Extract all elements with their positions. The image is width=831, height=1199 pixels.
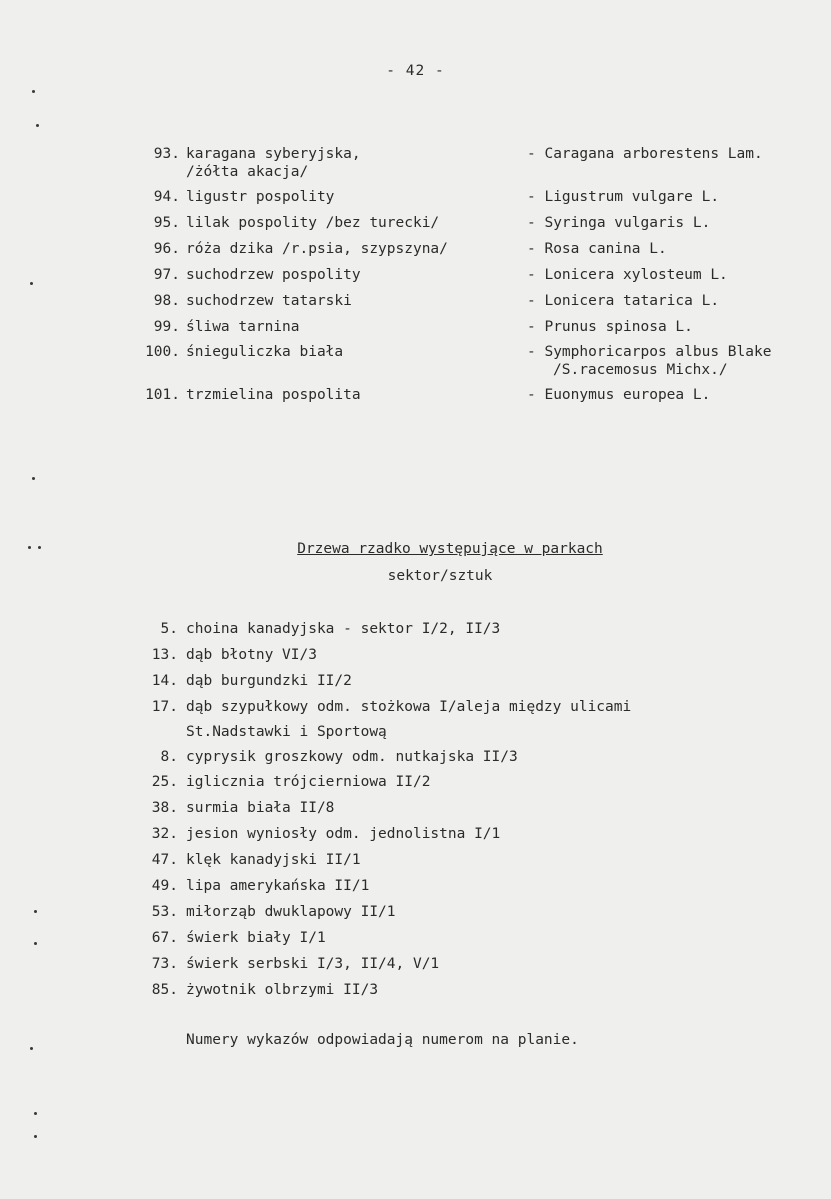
rare-tree-number: 17. <box>151 699 178 715</box>
shrub-number: 94. <box>153 189 180 205</box>
rare-tree-text <box>186 955 439 973</box>
rare-tree-text <box>186 748 518 766</box>
shrub-polish-line: trzmielina pospolita <box>186 387 361 403</box>
rare-tree-line: lipa amerykańska II/1 <box>186 878 370 894</box>
rare-tree-line: świerk serbski I/3, II/4, V/1 <box>186 956 440 972</box>
rare-tree-row <box>0 698 831 740</box>
scan-mark <box>32 90 35 93</box>
scan-mark <box>34 1135 37 1138</box>
rare-tree-number: 5. <box>160 621 178 637</box>
rare-tree-line: żywotnik olbrzymi II/3 <box>186 982 379 998</box>
shrub-polish-line: suchodrzew pospolity <box>186 267 361 283</box>
shrub-polish-line: lilak pospolity /bez turecki/ <box>186 215 440 231</box>
rare-tree-number: 49. <box>151 878 178 894</box>
rare-tree-line: iglicznia trójcierniowa II/2 <box>186 774 431 790</box>
rare-tree-text <box>186 698 631 741</box>
shrub-polish-name <box>186 292 352 310</box>
shrub-latin-line: - Symphoricarpos albus Blake <box>527 344 772 360</box>
shrub-polish-line: ligustr pospolity <box>186 189 335 205</box>
rare-tree-line: miłorząb dwuklapowy II/1 <box>186 904 396 920</box>
shrub-latin-line: - Euonymus europea L. <box>527 387 711 403</box>
rare-tree-row <box>0 903 831 923</box>
rare-tree-number: 47. <box>151 852 178 868</box>
shrub-latin-line: - Lonicera xylosteum L. <box>527 267 728 283</box>
shrub-latin-line: - Rosa canina L. <box>527 241 667 257</box>
shrub-polish-line: /żółta akacja/ <box>186 164 309 180</box>
rare-tree-text <box>186 825 500 843</box>
shrub-latin-line: - Ligustrum vulgare L. <box>527 189 720 205</box>
shrub-number: 95. <box>153 215 180 231</box>
shrub-polish-name <box>186 240 448 258</box>
rare-tree-number: 14. <box>151 673 178 689</box>
scan-mark <box>34 1112 37 1115</box>
shrub-polish-name <box>186 214 439 232</box>
shrub-latin-line: - Caragana arborestens Lam. <box>527 146 763 162</box>
scan-mark <box>30 282 33 285</box>
footnote: Numery wykazów odpowiadają numerom na planie. <box>186 1032 579 1048</box>
rare-tree-line: cyprysik groszkowy odm. nutkajska II/3 <box>186 749 518 765</box>
scan-mark <box>34 942 37 945</box>
rare-tree-line: St.Nadstawki i Sportową <box>186 724 387 740</box>
rare-tree-line: świerk biały I/1 <box>186 930 326 946</box>
rare-tree-text <box>186 773 430 791</box>
shrub-latin-name <box>527 343 771 379</box>
rare-tree-number: 32. <box>151 826 178 842</box>
shrub-latin-name <box>527 240 667 258</box>
scan-mark <box>32 477 35 480</box>
rare-tree-row <box>0 799 831 819</box>
rare-tree-number: 13. <box>151 647 178 663</box>
rare-tree-line: dąb burgundzki II/2 <box>186 673 352 689</box>
rare-tree-line: dąb szypułkowy odm. stożkowa I/aleja między ulicami <box>186 699 632 715</box>
rare-tree-line: choina kanadyjska - sektor I/2, II/3 <box>186 621 501 637</box>
rare-tree-text <box>186 929 326 947</box>
rare-tree-line: dąb błotny VI/3 <box>186 647 317 663</box>
shrub-number: 98. <box>153 293 180 309</box>
shrub-latin-name <box>527 266 728 284</box>
rare-tree-row <box>0 620 831 640</box>
rare-tree-line: surmia biała II/8 <box>186 800 335 816</box>
section-subheading: sektor/sztuk <box>387 568 493 584</box>
rare-tree-number: 25. <box>151 774 178 790</box>
shrub-polish-name <box>186 386 361 404</box>
shrub-number: 93. <box>153 146 180 162</box>
rare-tree-row <box>0 773 831 793</box>
rare-tree-line: jesion wyniosły odm. jednolistna I/1 <box>186 826 501 842</box>
shrub-polish-line: śliwa tarnina <box>186 319 300 335</box>
rare-tree-text <box>186 672 352 690</box>
rare-tree-text <box>186 903 396 921</box>
shrub-latin-name <box>527 292 719 310</box>
shrub-number: 100. <box>145 344 180 360</box>
shrub-latin-name <box>527 318 693 336</box>
scan-mark <box>36 124 39 127</box>
shrub-latin-name <box>527 145 763 163</box>
rare-tree-number: 38. <box>151 800 178 816</box>
shrub-number: 101. <box>145 387 180 403</box>
rare-tree-number: 53. <box>151 904 178 920</box>
shrub-row <box>0 145 831 183</box>
shrub-polish-name <box>186 145 361 181</box>
shrub-polish-line: śnieguliczka biała <box>186 344 344 360</box>
page-number: - 42 - <box>386 63 445 79</box>
section-heading <box>0 540 831 558</box>
rare-tree-row <box>0 646 831 666</box>
shrub-latin-line: - Lonicera tatarica L. <box>527 293 720 309</box>
rare-tree-text <box>186 799 334 817</box>
shrub-latin-line: - Syringa vulgaris L. <box>527 215 711 231</box>
rare-tree-row <box>0 929 831 949</box>
shrub-number: 96. <box>153 241 180 257</box>
shrub-polish-line: karagana syberyjska, <box>186 146 361 162</box>
rare-tree-row <box>0 851 831 871</box>
rare-tree-number: 67. <box>151 930 178 946</box>
shrub-polish-name <box>186 266 361 284</box>
rare-tree-number: 8. <box>160 749 178 765</box>
shrub-latin-name <box>527 188 719 206</box>
shrub-latin-line: /S.racemosus Michx./ <box>553 362 728 378</box>
rare-tree-number: 73. <box>151 956 178 972</box>
rare-tree-line: klęk kanadyjski II/1 <box>186 852 361 868</box>
rare-tree-text <box>186 981 378 999</box>
scan-mark <box>38 546 41 549</box>
rare-tree-row <box>0 955 831 975</box>
shrub-polish-name <box>186 188 334 206</box>
section-heading-text: Drzewa rzadko występujące w parkach <box>297 541 603 557</box>
rare-tree-number: 85. <box>151 982 178 998</box>
rare-tree-row <box>0 748 831 768</box>
rare-tree-text <box>186 620 500 638</box>
rare-tree-text <box>186 877 369 895</box>
shrub-latin-name <box>527 214 710 232</box>
shrub-latin-line: - Prunus spinosa L. <box>527 319 693 335</box>
rare-tree-row <box>0 981 831 1001</box>
scan-mark <box>30 1047 33 1050</box>
rare-tree-text <box>186 646 317 664</box>
rare-tree-row <box>0 825 831 845</box>
shrub-polish-line: suchodrzew tatarski <box>186 293 352 309</box>
shrub-polish-name <box>186 318 300 336</box>
rare-tree-row <box>0 672 831 692</box>
scan-mark <box>34 910 37 913</box>
scan-mark <box>28 546 31 549</box>
rare-tree-row <box>0 877 831 897</box>
shrub-latin-name <box>527 386 710 404</box>
shrub-row <box>0 386 831 424</box>
rare-tree-text <box>186 851 361 869</box>
shrub-row <box>0 343 831 381</box>
shrub-number: 99. <box>153 319 180 335</box>
shrub-number: 97. <box>153 267 180 283</box>
shrub-polish-name <box>186 343 343 361</box>
shrub-polish-line: róża dzika /r.psia, szypszyna/ <box>186 241 448 257</box>
